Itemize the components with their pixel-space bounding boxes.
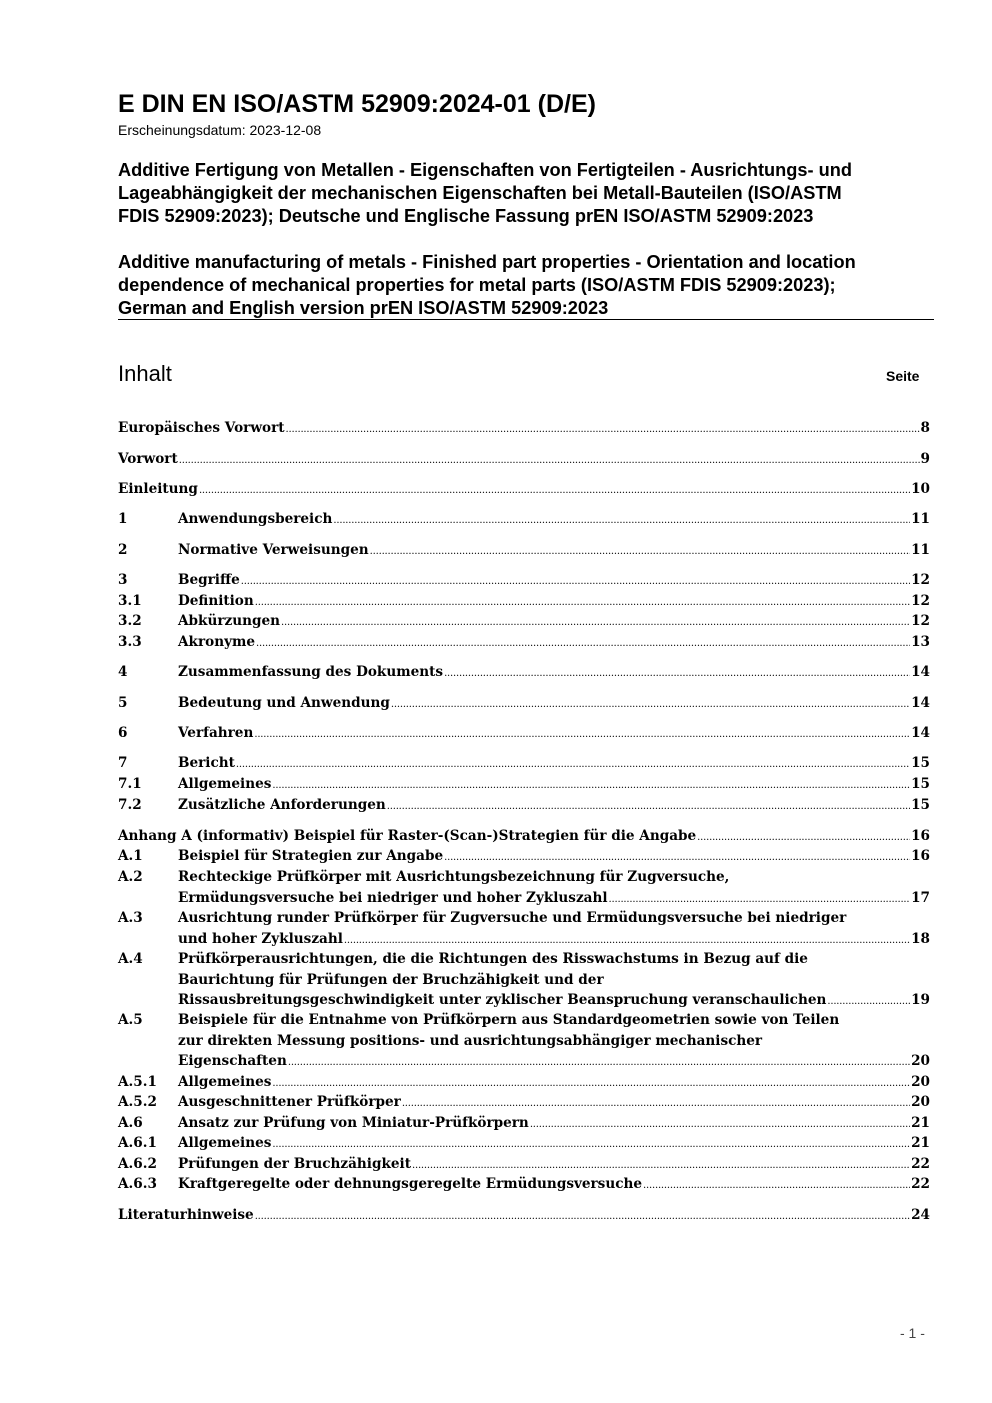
toc-entry-title-line: Baurichtung für Prüfungen der Bruchzähigkeit und der [178, 971, 604, 988]
toc-entry-title [178, 1010, 930, 1074]
title-german-line: Additive Fertigung von Metallen - Eigenschaften von Fertigteilen - Ausrichtungs- und [118, 160, 852, 180]
toc-entry-number: 2 [118, 542, 128, 558]
dot-leader [387, 795, 910, 818]
toc-entry-title-line: Beispiel für Strategien zur Angabe [178, 848, 444, 864]
toc-entry-number: A.6 [118, 1115, 143, 1131]
toc-entry-title [118, 418, 930, 441]
toc-entry-page: 15 [911, 776, 930, 792]
dot-leader [609, 888, 911, 911]
toc-entry-title [178, 693, 930, 716]
toc-entry-title-line: Verfahren [178, 725, 254, 741]
toc-entry-number: A.4 [118, 951, 143, 967]
toc-entry-title [178, 867, 930, 910]
toc-entry-title-line: Rissausbreitungsgeschwindigkeit unter zyklischer Beanspruchung veranschaulichen [178, 992, 827, 1008]
toc-entry-page: 12 [911, 572, 930, 588]
toc-heading: Inhalt [118, 361, 172, 386]
toc-entry-page: 17 [911, 889, 930, 906]
toc-entry-title-line: Rechteckige Prüfkörper mit Ausrichtungsbezeichnung für Zugversuche, [178, 869, 730, 885]
toc-entry-title-line: Allgemeines [178, 776, 272, 792]
toc-entry-page: 12 [911, 613, 930, 629]
toc-entry-page: 19 [911, 992, 930, 1008]
toc-page-label: Seite [886, 368, 920, 384]
toc-entry-title [178, 662, 930, 685]
toc-entry-title-line: Ermüdungsversuche bei niedriger und hoher Zykluszahl [178, 889, 608, 906]
toc-entry-title [178, 723, 930, 746]
toc-entry-title [178, 1174, 930, 1197]
toc-entry-title-line: Bedeutung und Anwendung [178, 695, 390, 711]
toc-entry-page: 15 [911, 797, 930, 813]
toc-entry-number: 7 [118, 755, 128, 771]
toc-entry-number: A.1 [118, 848, 143, 864]
toc-entry-title-line: Prüfkörperausrichtungen, die die Richtungen des Risswachstums in Bezug auf die [178, 951, 808, 967]
toc-entry-title-line: Begriffe [178, 572, 240, 588]
toc-entry-title [178, 509, 930, 532]
toc-entry-title-line: Allgemeines [178, 1135, 272, 1151]
title-german-line: FDIS 52909:2023); Deutsche und Englische Fassung prEN ISO/ASTM 52909:2023 [118, 206, 814, 226]
toc-entry-title-line: Einleitung [118, 481, 198, 497]
toc-entry-number: A.5 [118, 1012, 143, 1028]
toc-entry-title [178, 570, 930, 593]
dot-leader [199, 479, 910, 502]
toc-entry-title-line: Literaturhinweise [118, 1207, 254, 1223]
toc-entry-page: 10 [911, 481, 930, 497]
toc-entry-title-line: Anhang A (informativ) Beispiel für Raster-(Scan-)Strategien für die Angabe [118, 828, 697, 844]
toc-entry-title-line: Kraftgeregelte oder dehnungsgeregelte Ermüdungsversuche [178, 1176, 643, 1192]
toc-entry-title [178, 949, 930, 1013]
dot-leader [236, 753, 910, 776]
toc-entry-title [118, 479, 930, 502]
toc-entry-title-line: Bericht [178, 755, 235, 771]
toc-entry-title-line: Beispiele für die Entnahme von Prüfkörpern aus Standardgeometrien sowie von Teilen [178, 1012, 840, 1028]
toc-entry-page: 24 [911, 1207, 930, 1223]
toc-entry-page: 21 [911, 1135, 930, 1151]
toc-entry-page: 21 [911, 1115, 930, 1131]
toc-entry-title-line: Zusätzliche Anforderungen [178, 797, 386, 813]
toc-entry-page: 11 [911, 511, 930, 527]
dot-leader [254, 723, 910, 746]
toc-entry-page: 22 [911, 1176, 930, 1192]
publication-date: Erscheinungsdatum: 2023-12-08 [118, 122, 322, 138]
toc-entry-title [178, 1092, 930, 1115]
toc-entry-title-line: Akronyme [178, 634, 256, 650]
toc-entry-page: 20 [911, 1074, 930, 1090]
toc-entry-title-line: Eigenschaften [178, 1053, 287, 1069]
title-german-line: Lageabhängigkeit der mechanischen Eigenschaften bei Metall-Bauteilen (ISO/ASTM [118, 183, 842, 203]
toc-entry-title-line: Ausrichtung runder Prüfkörper für Zugversuche und Ermüdungsversuche bei niedriger [178, 910, 847, 926]
toc-entry-number: A.5.1 [118, 1074, 157, 1090]
dot-leader [643, 1174, 910, 1197]
toc-entry-page: 16 [911, 828, 930, 844]
toc-entry-page: 13 [911, 634, 930, 650]
toc-entry-number: A.3 [118, 910, 143, 926]
dot-leader [272, 774, 910, 797]
dot-leader [370, 540, 910, 563]
page-number: - 1 - [900, 1325, 925, 1341]
dot-leader [344, 929, 910, 952]
toc-entry-title [178, 753, 930, 776]
dot-leader [241, 570, 910, 593]
toc-entry-page: 14 [911, 664, 930, 680]
toc-entry-title-line: Allgemeines [178, 1074, 272, 1090]
toc-entry-number: A.6.1 [118, 1135, 157, 1151]
toc-entry-title-line: Abkürzungen [178, 613, 281, 629]
toc-entry-page: 14 [911, 695, 930, 711]
toc-entry-title-line: Zusammenfassung des Dokuments [178, 664, 444, 680]
toc-entry-page: 15 [911, 755, 930, 771]
toc-entry-title [178, 795, 930, 818]
toc-entry-title-line: zur direkten Messung positions- und ausrichtungsabhängiger mechanischer [178, 1032, 763, 1049]
toc-entry-title [118, 1205, 930, 1228]
dot-leader [444, 662, 910, 685]
dot-leader [288, 1051, 910, 1074]
toc-entry-title [178, 774, 930, 797]
toc-entry-title [178, 540, 930, 563]
toc-entry-number: 3.3 [118, 634, 142, 650]
toc-entry-title [178, 632, 930, 655]
toc-entry-title-line: Anwendungsbereich [178, 511, 333, 527]
toc-entry-number: 6 [118, 725, 128, 741]
toc-entry-title [178, 1133, 930, 1156]
table-of-contents [118, 0, 930, 1403]
toc-entry-number: 3 [118, 572, 128, 588]
dot-leader [255, 1205, 910, 1228]
toc-entry-page: 14 [911, 725, 930, 741]
toc-entry-title-line: Normative Verweisungen [178, 542, 369, 558]
toc-entry-number: 1 [118, 511, 128, 527]
toc-entry-page: 11 [911, 542, 930, 558]
toc-entry-title-line: und hoher Zykluszahl [178, 930, 343, 947]
toc-entry-page: 16 [911, 848, 930, 864]
toc-entry-title [178, 908, 930, 951]
dot-leader [402, 1092, 910, 1115]
dot-leader [179, 449, 920, 472]
dot-leader [444, 846, 910, 869]
toc-entry-number: A.5.2 [118, 1094, 157, 1110]
toc-entry-number: 5 [118, 695, 128, 711]
dot-leader [256, 632, 910, 655]
toc-entry-number: 4 [118, 664, 128, 680]
toc-entry-page: 12 [911, 593, 930, 609]
dot-leader [272, 1133, 910, 1156]
dot-leader [333, 509, 910, 532]
toc-entry-number: A.2 [118, 869, 143, 885]
toc-entry-title [178, 846, 930, 869]
toc-entry-page: 8 [920, 420, 930, 436]
title-english-line: German and English version prEN ISO/ASTM 52909:2023 [118, 298, 609, 318]
toc-entry-title-line: Ausgeschnittener Prüfkörper [178, 1094, 401, 1110]
title-english-line: Additive manufacturing of metals - Finished part properties - Orientation and location [118, 252, 856, 272]
toc-entry-page: 18 [911, 930, 930, 947]
dot-leader [286, 418, 920, 441]
toc-entry-number: A.6.3 [118, 1176, 157, 1192]
toc-entry-title-line: Ansatz zur Prüfung von Miniatur-Prüfkörpern [178, 1115, 529, 1131]
toc-entry-title [118, 449, 930, 472]
toc-entry-number: 3.2 [118, 613, 142, 629]
toc-entry-page: 20 [911, 1094, 930, 1110]
toc-entry-number: A.6.2 [118, 1156, 157, 1172]
document-id: E DIN EN ISO/ASTM 52909:2024-01 (D/E) [118, 90, 596, 118]
toc-entry-page: 20 [911, 1053, 930, 1069]
toc-entry-number: 3.1 [118, 593, 142, 609]
toc-entry-page: 9 [920, 451, 930, 467]
toc-entry-title [178, 611, 930, 634]
toc-entry-number: 7.2 [118, 797, 142, 813]
toc-entry-number: 7.1 [118, 776, 142, 792]
dot-leader [391, 693, 910, 716]
title-english-line: dependence of mechanical properties for metal parts (ISO/ASTM FDIS 52909:2023); [118, 275, 836, 295]
toc-entry-title-line: Definition [178, 593, 254, 609]
dot-leader [281, 611, 910, 634]
toc-entry-title-line: Prüfungen der Bruchzähigkeit [178, 1156, 411, 1172]
toc-entry-title-line: Europäisches Vorwort [118, 420, 285, 436]
toc-entry-page: 22 [911, 1156, 930, 1172]
toc-entry-title-line: Vorwort [118, 451, 178, 467]
